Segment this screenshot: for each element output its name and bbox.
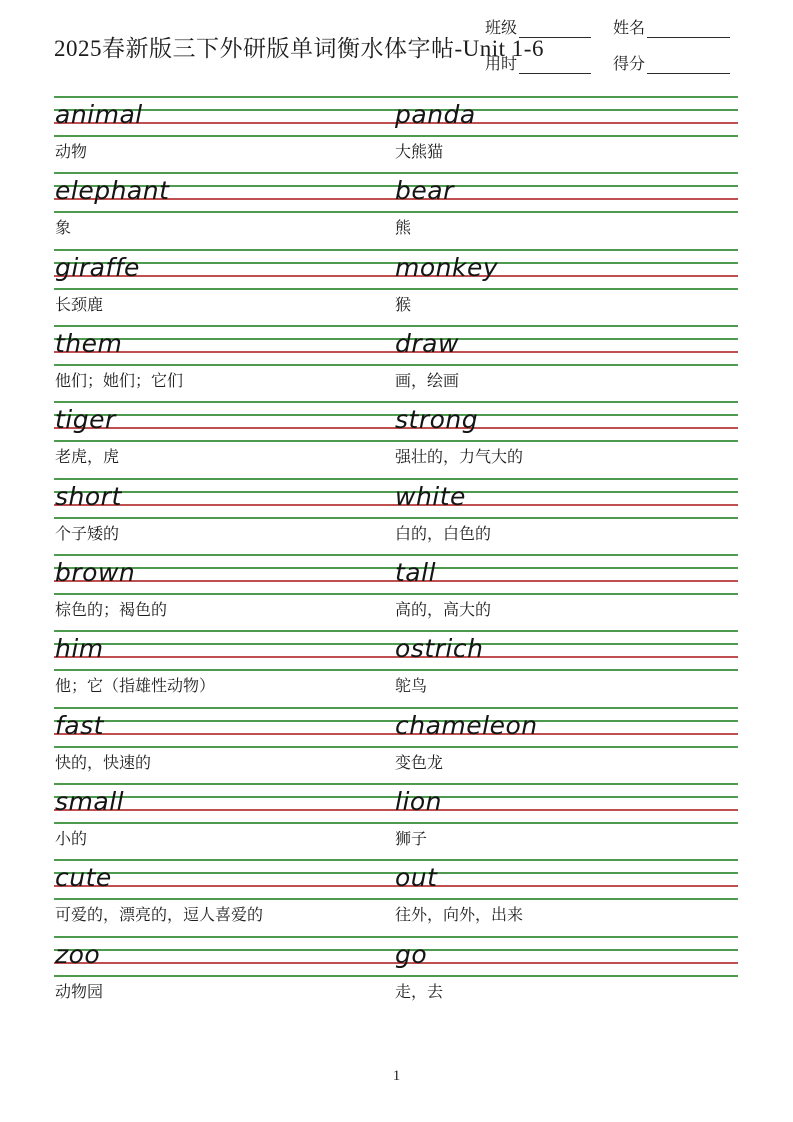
word-row [54,172,738,248]
guide-line-top-green [54,478,738,480]
handwriting-guide-lines [54,554,738,595]
score-blank-line [647,59,730,74]
word-rows [54,96,738,1012]
word-row [54,707,738,783]
meaning-row [54,219,738,239]
chinese-meaning-right: 画，绘画 [395,372,460,390]
chinese-meaning-right: 大熊猫 [395,144,444,161]
guide-line-top-green [54,401,738,403]
meaning-row [54,983,738,1003]
english-word-left: small [55,786,125,816]
class-field [485,15,591,38]
time-field [485,51,591,74]
chinese-meaning-left: 象 [55,220,72,238]
guide-line-top-green [54,325,738,327]
handwriting-guide-lines [54,96,738,137]
chinese-meaning-left: 可爱的，漂亮的，逗人喜爱的 [55,907,264,925]
english-word-right: white [395,481,466,511]
word-row [54,630,738,706]
chinese-meaning-right: 变色龙 [395,754,444,772]
chinese-meaning-left: 动物 [55,144,88,161]
english-word-left: tiger [55,405,116,435]
meaning-row [54,601,738,621]
meaning-row [54,296,738,316]
word-row [54,859,738,935]
name-blank-line [647,23,730,38]
chinese-meaning-left: 快的，快速的 [55,754,152,772]
meaning-row [54,372,738,392]
handwriting-guide-lines [54,707,738,748]
english-word-left: cute [55,863,112,893]
guide-line-bottom-green [54,898,738,900]
handwriting-guide-lines [54,783,738,824]
guide-line-top-green [54,96,738,98]
handwriting-guide-lines [54,401,738,442]
english-word-left: them [55,328,123,358]
score-field-label: 得分 [613,56,646,73]
guide-line-bottom-green [54,517,738,519]
word-row [54,249,738,325]
chinese-meaning-right: 熊 [395,220,412,238]
chinese-meaning-left: 长颈鹿 [55,296,104,314]
meaning-row [54,677,738,697]
guide-line-top-green [54,859,738,861]
chinese-meaning-left: 个子矮的 [55,525,120,543]
guide-line-top-green [54,630,738,632]
english-word-left: animal [55,100,143,129]
guide-line-bottom-green [54,364,738,366]
chinese-meaning-right: 白的，白色的 [395,525,492,543]
english-word-right: draw [395,328,459,358]
chinese-meaning-right: 走，去 [395,983,444,1001]
chinese-meaning-right: 猴 [395,296,412,314]
guide-line-bottom-green [54,211,738,213]
meaning-row [54,830,738,850]
english-word-left: elephant [55,176,170,206]
english-word-left: short [55,481,122,511]
guide-line-bottom-green [54,669,738,671]
meaning-row [54,525,738,545]
guide-line-bottom-green [54,135,738,137]
guide-line-top-green [54,783,738,785]
english-word-left: him [55,634,104,664]
handwriting-guide-lines [54,936,738,977]
word-row [54,936,738,1012]
english-word-right: bear [395,176,454,206]
handwriting-guide-lines [54,630,738,671]
meaning-row [54,143,738,163]
english-word-right: ostrich [395,634,484,664]
time-blank-line [519,59,591,74]
english-word-right: tall [395,557,437,587]
english-word-right: chameleon [395,710,538,740]
chinese-meaning-left: 动物园 [55,983,104,1001]
meaning-row [54,906,738,926]
english-word-left: giraffe [55,252,140,282]
class-field-label: 班级 [485,20,518,37]
handwriting-guide-lines [54,172,738,213]
guide-line-top-green [54,936,738,938]
english-word-left: zoo [55,939,101,969]
word-row [54,478,738,554]
chinese-meaning-right: 狮子 [395,830,428,848]
handwriting-guide-lines [54,325,738,366]
english-word-right: out [395,863,438,893]
score-field [613,51,730,74]
name-field [613,15,730,38]
english-word-right: strong [395,405,479,435]
page-title: 2025春新版三下外研版单词衡水体字帖-Unit 1-6 [54,36,544,61]
english-word-right: monkey [395,252,499,282]
meaning-row [54,448,738,468]
chinese-meaning-left: 小的 [55,830,88,848]
english-word-right: lion [395,786,443,816]
guide-line-bottom-green [54,822,738,824]
word-row [54,401,738,477]
chinese-meaning-left: 他们；她们；它们 [55,372,184,390]
handwriting-guide-lines [54,859,738,900]
english-word-right: panda [395,100,476,129]
english-word-left: fast [55,710,104,740]
guide-line-bottom-green [54,288,738,290]
guide-line-bottom-green [54,746,738,748]
word-row [54,96,738,172]
guide-line-top-green [54,172,738,174]
guide-line-top-green [54,707,738,709]
handwriting-guide-lines [54,478,738,519]
word-row [54,554,738,630]
english-word-right: go [395,939,428,969]
guide-line-bottom-green [54,975,738,977]
class-blank-line [519,23,591,38]
guide-line-bottom-green [54,593,738,595]
chinese-meaning-right: 往外，向外，出来 [395,907,524,925]
english-word-left: brown [55,557,136,587]
chinese-meaning-right: 高的，高大的 [395,601,492,619]
chinese-meaning-left: 棕色的；褐色的 [55,601,168,619]
chinese-meaning-left: 他；它（指雄性动物） [55,678,216,696]
chinese-meaning-left: 老虎，虎 [55,449,120,467]
word-row [54,325,738,401]
time-field-label: 用时 [485,56,518,73]
guide-line-bottom-green [54,440,738,442]
name-field-label: 姓名 [613,20,646,37]
guide-line-top-green [54,554,738,556]
chinese-meaning-right: 鸵鸟 [395,678,428,696]
word-row [54,783,738,859]
meaning-row [54,754,738,774]
chinese-meaning-right: 强壮的，力气大的 [395,449,524,467]
page-number: 1 [392,1068,401,1084]
handwriting-guide-lines [54,249,738,290]
guide-line-top-green [54,249,738,251]
